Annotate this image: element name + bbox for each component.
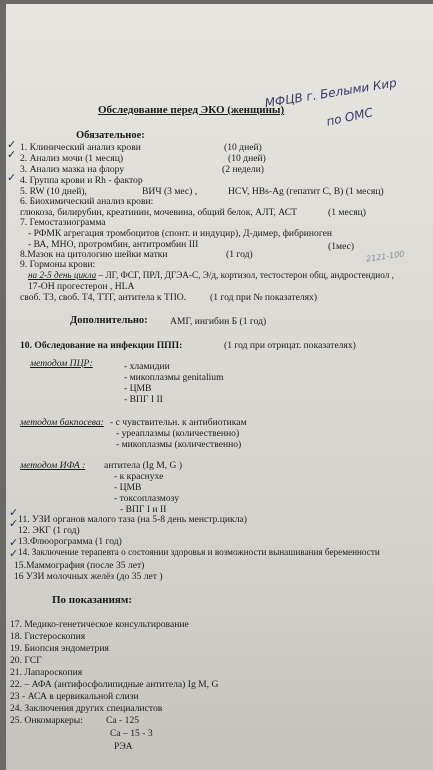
bak-item: - с чувствительн. к антибиотикам: [110, 417, 247, 428]
additional-heading: Дополнительно:: [70, 315, 148, 326]
indication-item: 24. Заключения других специалистов: [10, 703, 163, 714]
item-5-hiv: ВИЧ (3 мес) ,: [142, 186, 198, 197]
item-3-period: (2 недели): [222, 164, 264, 175]
item-6: 6. Биохимический анализ крови:: [20, 196, 154, 207]
ifa-item: - ЦМВ: [114, 482, 142, 493]
item-9-line3: своб. Т3, своб. Т4, ТТГ, антитела к ТПО.: [20, 292, 187, 303]
oncomarker: Са – 15 - 3: [110, 728, 153, 739]
bak-item: - уреаплазмы (количественно): [116, 428, 240, 439]
indications-heading: По показаниям:: [52, 594, 133, 606]
pcr-label: методом ПЦР:: [30, 358, 93, 369]
item-14: 14. Заключение терапевта о состоянии здоровья и возможности вынашивания беременности: [18, 547, 380, 557]
checkmark-icon: ✓: [7, 171, 17, 184]
item-7-detail2: - ВА, МНО, протромбин, антитромбин III: [28, 239, 199, 250]
oncomarker: Са - 125: [106, 715, 140, 726]
item-9: 9. Гормоны крови:: [20, 259, 96, 270]
item-9-line2: 17-ОН прогестерон , HLA: [28, 281, 135, 292]
handwritten-note-line2: по ОМС: [325, 105, 375, 129]
indication-item: 17. Медико-генетическое консультирование: [10, 619, 189, 630]
additional-text: АМГ, ингибин Б (1 год): [170, 316, 267, 327]
item-15: 15.Маммография (после 35 лет): [14, 560, 145, 571]
item-7: 7. Гемостазиограмма: [20, 217, 106, 228]
bak-label: методом бакпосева:: [20, 417, 104, 428]
item-6-period: (1 месяц): [328, 207, 366, 218]
indication-item: 18. Гистероскопия: [10, 631, 86, 642]
document-title: Обследование перед ЭКО (женщины): [98, 104, 285, 116]
checkmark-icon: ✓: [9, 506, 19, 519]
item-7-detail1: - РФМК агрегация тромбоцитов (спонт. и индуцир), Д-димер, фибриноген: [28, 228, 333, 239]
indication-item: 19. Биопсия эндометрия: [10, 643, 109, 654]
indication-item: 21. Лапароскопия: [10, 667, 83, 678]
ifa-item: - ВПГ I и II: [120, 504, 167, 515]
ifa-label: методом ИФА :: [20, 460, 86, 471]
infections-period: (1 год при отрицат. показателях): [224, 340, 356, 351]
indication-item: 20. ГСГ: [10, 655, 42, 666]
ifa-item: антитела (Ig M, G ): [104, 460, 183, 471]
item-13: 13.Флюорограмма (1 год): [18, 536, 122, 547]
item-1: 1. Клинический анализ крови: [20, 142, 141, 153]
item-7-period: (1мес): [328, 241, 355, 252]
item-16: 16 УЗИ молочных желёз (до 35 лет ): [14, 571, 163, 582]
infections-title: 10. Обследование на инфекции ППП:: [20, 340, 183, 351]
item-3: 3. Анализ мазка на флору: [20, 164, 125, 175]
ifa-item: - токсоплазмозу: [114, 493, 180, 504]
pcr-item: - микоплазмы genitalium: [124, 372, 224, 383]
pcr-item: - ВПГ I II: [124, 394, 163, 405]
oncomarker: РЭА: [114, 741, 133, 752]
handwritten-note-line1: МФЦВ г. Белыми Кир: [263, 75, 398, 111]
checkmark-icon: ✓: [7, 148, 17, 161]
item-8-period: (1 год): [226, 249, 253, 260]
handwritten-margin-note: 2121-100: [365, 249, 405, 264]
item-8: 8.Мазок на цитологию шейки матки: [20, 249, 168, 260]
checkmark-icon: ✓: [9, 547, 19, 560]
indication-item: 23 - АСА в цервикальной слизи: [10, 691, 139, 702]
checkmark-icon: ✓: [7, 138, 17, 151]
pcr-item: - хламидии: [124, 361, 170, 372]
indication-item: 22. – АФА (антифосфолипидные антитела) Ig M, G: [10, 679, 219, 690]
item-2: 2. Анализ мочи (1 месяц): [20, 153, 124, 164]
item-4: 4. Группа крови и Rh - фактор: [20, 175, 143, 186]
pcr-item: - ЦМВ: [124, 383, 152, 394]
item-1-period: (10 дней): [224, 142, 262, 153]
item-5: 5. RW (10 дней),: [20, 186, 87, 197]
checkmark-icon: ✓: [9, 517, 19, 530]
checkmark-icon: ✓: [9, 536, 19, 549]
item-11: 11. УЗИ органов малого таза (на 5-8 день менстр.цикла): [18, 514, 247, 525]
item-9-cycle-line: на 2-5 день цикла – ЛГ, ФСГ, ПРЛ, ДГЭА-С, Э/д, кортизол, тестостерон общ, андростендиол ,: [28, 270, 394, 280]
mandatory-heading: Обязательное:: [76, 130, 145, 141]
ifa-item: - к краснухе: [114, 471, 164, 482]
item-6-detail: глюкоза, билирубин, креатинин, мочевина, общий белок, АЛТ, АСТ: [20, 207, 297, 218]
document-page: [6, 4, 433, 770]
indication-item: 25. Онкомаркеры:: [10, 715, 83, 726]
item-2-period: (10 дней): [228, 153, 266, 164]
bak-item: - микоплазмы (количественно): [116, 439, 242, 450]
item-5-hepatitis: HCV, HBs-Ag (гепатит C, B) (1 месяц): [228, 186, 384, 197]
item-12: 12. ЭКГ (1 год): [18, 525, 80, 536]
item-9-period: (1 год при № показателях): [210, 292, 318, 303]
